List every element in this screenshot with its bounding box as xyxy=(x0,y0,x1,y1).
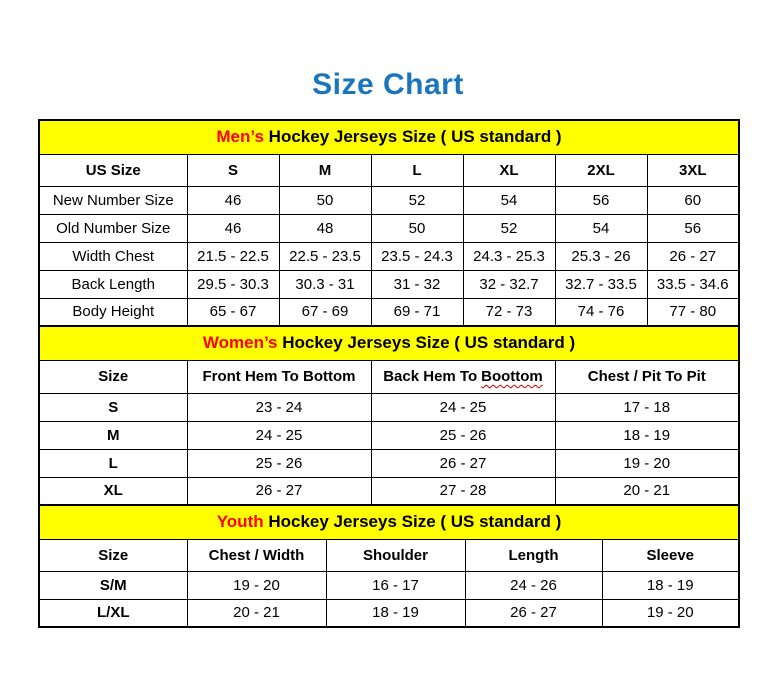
size-cell: 30.3 - 31 xyxy=(279,270,371,298)
banner-highlight: Youth xyxy=(216,512,264,532)
page-title: Size Chart xyxy=(312,68,464,101)
size-cell: 48 xyxy=(279,214,371,242)
table-row xyxy=(39,270,739,298)
size-cell: 32.7 - 33.5 xyxy=(555,270,647,298)
row-label: Body Height xyxy=(39,298,187,326)
header-cell: M xyxy=(279,154,371,186)
size-cell: 50 xyxy=(279,186,371,214)
table-row xyxy=(39,421,739,449)
table-row xyxy=(39,477,739,505)
mens-header-row xyxy=(39,154,739,186)
header-cell: 3XL xyxy=(647,154,739,186)
size-cell: 77 - 80 xyxy=(647,298,739,326)
youth-size-table xyxy=(38,504,740,628)
size-cell: 19 - 20 xyxy=(602,599,739,627)
table-row xyxy=(39,449,739,477)
table-row xyxy=(39,599,739,627)
size-chart-container xyxy=(38,119,738,628)
header-cell: Chest / Pit To Pit xyxy=(555,360,739,393)
row-label: New Number Size xyxy=(39,186,187,214)
size-cell: 29.5 - 30.3 xyxy=(187,270,279,298)
youth-table-banner xyxy=(39,505,739,539)
mens-size-table xyxy=(38,119,740,327)
size-cell: 46 xyxy=(187,214,279,242)
size-cell: 56 xyxy=(647,214,739,242)
womens-table-banner xyxy=(39,326,739,360)
size-cell: 54 xyxy=(555,214,647,242)
size-cell: 25.3 - 26 xyxy=(555,242,647,270)
size-cell: 20 - 21 xyxy=(555,477,739,505)
size-cell: 72 - 73 xyxy=(463,298,555,326)
size-cell: 26 - 27 xyxy=(371,449,555,477)
size-cell: 52 xyxy=(463,214,555,242)
size-cell: 24 - 25 xyxy=(371,393,555,421)
header-cell: XL xyxy=(463,154,555,186)
row-label: M xyxy=(39,421,187,449)
header-text: Back Hem To xyxy=(383,368,478,385)
mens-table-banner xyxy=(39,120,739,154)
banner-highlight: Women’s xyxy=(202,333,278,353)
size-cell: 21.5 - 22.5 xyxy=(187,242,279,270)
size-cell: 69 - 71 xyxy=(371,298,463,326)
header-cell: L xyxy=(371,154,463,186)
row-label: Width Chest xyxy=(39,242,187,270)
size-cell: 32 - 32.7 xyxy=(463,270,555,298)
size-cell: 19 - 20 xyxy=(187,571,326,599)
size-cell: 26 - 27 xyxy=(465,599,602,627)
size-cell: 23 - 24 xyxy=(187,393,371,421)
size-cell: 24.3 - 25.3 xyxy=(463,242,555,270)
banner-text: Hockey Jerseys Size ( US standard ) xyxy=(282,333,576,353)
size-cell: 33.5 - 34.6 xyxy=(647,270,739,298)
womens-size-table xyxy=(38,325,740,506)
size-cell: 22.5 - 23.5 xyxy=(279,242,371,270)
size-cell: 25 - 26 xyxy=(187,449,371,477)
youth-header-row xyxy=(39,539,739,571)
header-cell-with-typo xyxy=(371,360,555,393)
header-cell: Sleeve xyxy=(602,539,739,571)
header-cell: Size xyxy=(39,539,187,571)
table-row xyxy=(39,186,739,214)
size-cell: 46 xyxy=(187,186,279,214)
row-label: XL xyxy=(39,477,187,505)
header-cell: Chest / Width xyxy=(187,539,326,571)
header-cell: US Size xyxy=(39,154,187,186)
size-cell: 18 - 19 xyxy=(555,421,739,449)
row-label: L/XL xyxy=(39,599,187,627)
size-cell: 50 xyxy=(371,214,463,242)
row-label: S/M xyxy=(39,571,187,599)
size-cell: 74 - 76 xyxy=(555,298,647,326)
table-row xyxy=(39,214,739,242)
row-label: Back Length xyxy=(39,270,187,298)
size-cell: 60 xyxy=(647,186,739,214)
size-cell: 19 - 20 xyxy=(555,449,739,477)
size-cell: 18 - 19 xyxy=(326,599,465,627)
header-cell: Front Hem To Bottom xyxy=(187,360,371,393)
size-cell: 65 - 67 xyxy=(187,298,279,326)
size-cell: 16 - 17 xyxy=(326,571,465,599)
row-label: S xyxy=(39,393,187,421)
table-row xyxy=(39,393,739,421)
banner-text: Hockey Jerseys Size ( US standard ) xyxy=(268,512,562,532)
header-cell: 2XL xyxy=(555,154,647,186)
misspelled-word: Boottom xyxy=(481,368,543,385)
banner-text: Hockey Jerseys Size ( US standard ) xyxy=(268,127,562,147)
size-cell: 67 - 69 xyxy=(279,298,371,326)
size-cell: 25 - 26 xyxy=(371,421,555,449)
size-cell: 20 - 21 xyxy=(187,599,326,627)
header-cell: Length xyxy=(465,539,602,571)
size-cell: 26 - 27 xyxy=(647,242,739,270)
table-row xyxy=(39,571,739,599)
size-cell: 31 - 32 xyxy=(371,270,463,298)
size-cell: 23.5 - 24.3 xyxy=(371,242,463,270)
header-cell: Size xyxy=(39,360,187,393)
header-cell: S xyxy=(187,154,279,186)
size-cell: 24 - 26 xyxy=(465,571,602,599)
row-label: L xyxy=(39,449,187,477)
size-cell: 56 xyxy=(555,186,647,214)
size-cell: 27 - 28 xyxy=(371,477,555,505)
size-cell: 17 - 18 xyxy=(555,393,739,421)
table-row xyxy=(39,298,739,326)
table-row xyxy=(39,242,739,270)
size-cell: 26 - 27 xyxy=(187,477,371,505)
size-cell: 18 - 19 xyxy=(602,571,739,599)
womens-header-row xyxy=(39,360,739,393)
size-cell: 52 xyxy=(371,186,463,214)
header-cell: Shoulder xyxy=(326,539,465,571)
row-label: Old Number Size xyxy=(39,214,187,242)
banner-highlight: Men’s xyxy=(216,127,264,147)
size-cell: 24 - 25 xyxy=(187,421,371,449)
size-cell: 54 xyxy=(463,186,555,214)
